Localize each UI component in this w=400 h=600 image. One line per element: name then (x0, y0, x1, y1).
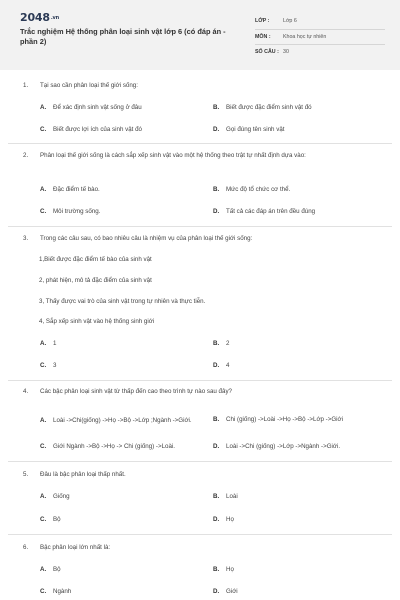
option-4a[interactable]: A. Loài ->Chi(giống) ->Họ ->Bộ ->Lớp ;Ngành ->Giới. (40, 416, 192, 424)
question-number: 3. (23, 235, 29, 242)
option-3b[interactable]: B. 2 (213, 340, 230, 347)
meta-grade-key: LỚP : (255, 18, 270, 25)
option-3c[interactable]: C. 3 (40, 362, 57, 369)
option-3d[interactable]: D. 4 (213, 362, 230, 369)
divider (8, 461, 392, 462)
meta-subject-key: MÔN : (255, 33, 271, 40)
question-text: Trong các câu sau, có bao nhiêu câu là nhiệm vụ của phân loại thế giới sống: (40, 235, 253, 242)
statement-1: 1,Biết được đặc điểm tế bào của sinh vật (39, 256, 152, 263)
option-5c[interactable]: C. Bộ (40, 516, 61, 523)
site-logo[interactable]: $2048^{.vn}$ (20, 11, 59, 24)
option-3a[interactable]: A. 1 (40, 340, 57, 347)
page-header (0, 0, 400, 70)
divider (8, 534, 392, 535)
question-3 (0, 233, 400, 245)
page-title: Trắc nghiệm Hệ thống phân loại sinh vật lớp 6 (có đáp án - phần 2) (20, 27, 226, 46)
statement-2: 2, phát hiện, mô tả đặc điểm của sinh vật (39, 277, 152, 284)
question-text: Đâu là bậc phân loại thấp nhất. (40, 471, 126, 478)
option-1a[interactable]: A. Để xác định sinh vật sống ở đâu (40, 104, 142, 111)
question-text: Các bậc phân loại sinh vật từ thấp đến cao theo trình tự nào sau đây? (40, 388, 232, 395)
question-2 (0, 150, 400, 162)
option-6a[interactable]: A. Bộ (40, 566, 61, 573)
option-2c[interactable]: C. Môi trường sống. (40, 208, 101, 215)
question-number: 5. (23, 471, 29, 478)
question-number: 4. (23, 388, 29, 395)
option-5d[interactable]: D. Họ (213, 516, 234, 523)
divider (8, 380, 392, 381)
option-2b[interactable]: B. Mức độ tổ chức cơ thể. (213, 186, 291, 193)
option-6d[interactable]: D. Giới (213, 588, 238, 595)
meta-grade (255, 14, 385, 30)
option-1c[interactable]: C. Biết được lợi ích của sinh vật đó (40, 126, 142, 133)
question-4 (0, 386, 400, 398)
question-1 (0, 80, 400, 92)
statement-3: 3, Thấy được vai trò của sinh vật trong tự nhiên và thực tiễn. (39, 298, 206, 305)
divider (8, 226, 392, 227)
meta-count (255, 45, 385, 60)
question-text: Phân loại thế giới sống là cách sắp xếp sinh vật vào một hệ thống theo trật tự nhất định dựa vào: (40, 152, 306, 159)
option-5b[interactable]: B. Loài (213, 493, 238, 500)
question-number: 1. (23, 82, 29, 89)
option-4b[interactable]: B. Chi (giống) ->Loài ->Họ ->Bộ ->Lớp ->Giới (213, 416, 343, 423)
question-number: 2. (23, 152, 29, 159)
option-4d[interactable]: D. Loài ->Chi (giống) ->Lớp ->Ngành ->Giới. (213, 443, 341, 450)
question-6 (0, 542, 400, 554)
question-5 (0, 469, 400, 481)
option-2a[interactable]: A. Đặc điểm tế bào. (40, 186, 100, 193)
option-5a[interactable]: A. Giống (40, 493, 70, 500)
meta-grade-value: Lớp 6 (283, 18, 297, 25)
divider (8, 143, 392, 144)
quiz-meta (255, 14, 385, 60)
question-text: Bậc phân loại lớn nhất là: (40, 544, 111, 551)
option-4c[interactable]: C. Giới Ngành ->Bộ ->Họ -> Chi (giống) ->Loài. (40, 443, 176, 450)
option-1d[interactable]: D. Gọi đúng tên sinh vật (213, 126, 285, 133)
question-text: Tại sao cần phân loại thế giới sống: (40, 82, 138, 89)
meta-subject-value: Khoa học tự nhiên (283, 33, 327, 40)
statement-4: 4, Sắp xếp sinh vật vào hệ thống sinh giới (39, 318, 155, 325)
meta-count-value: 30 (283, 49, 289, 56)
option-6b[interactable]: B. Họ (213, 566, 234, 573)
option-6c[interactable]: C. Ngành (40, 588, 72, 595)
option-1b[interactable]: B. Biết được đặc điểm sinh vật đó (213, 104, 312, 111)
meta-subject (255, 30, 385, 46)
meta-count-key: SỐ CÂU : (255, 49, 279, 56)
question-number: 6. (23, 544, 29, 551)
option-2d[interactable]: D. Tất cả các đáp án trên đều đúng (213, 208, 316, 215)
